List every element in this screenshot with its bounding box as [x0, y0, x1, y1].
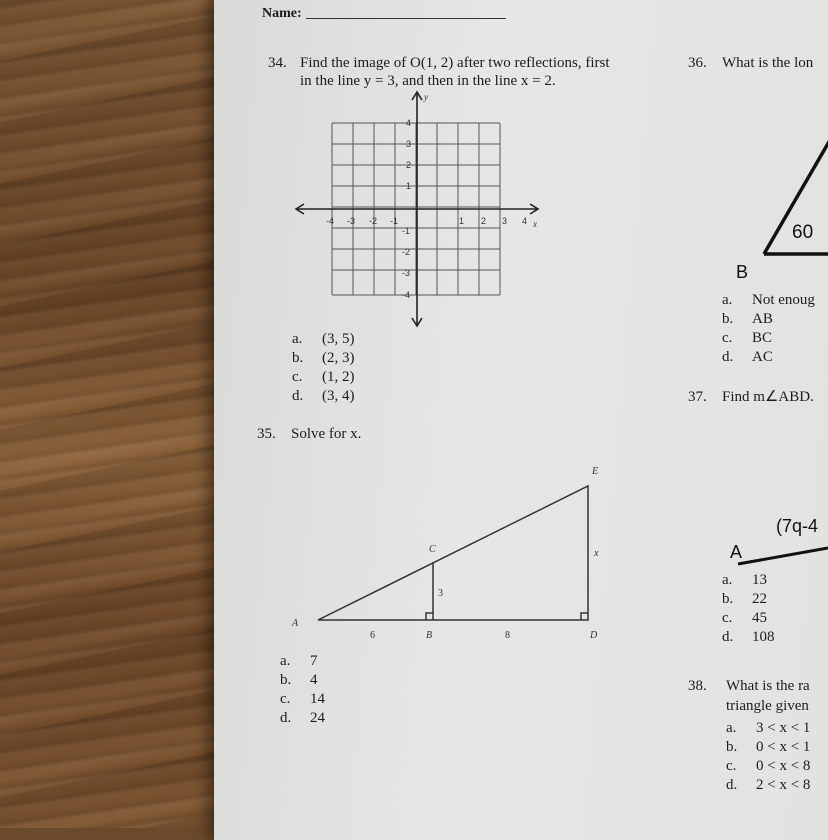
q36-choice-a[interactable]	[722, 291, 815, 310]
choice-text: AB	[752, 311, 773, 327]
x-tick-label: -4	[326, 216, 335, 226]
q37-number: 37.	[688, 389, 707, 405]
choice-text: 4	[310, 672, 318, 688]
q35-label-b: B	[426, 630, 433, 641]
choice-text: 2 < x < 8	[756, 777, 811, 793]
q38-choice-c[interactable]	[726, 757, 810, 776]
choice-text: (3, 4)	[322, 388, 355, 404]
y-tick-label: -2	[402, 247, 411, 257]
choice-letter: c.	[280, 691, 291, 707]
q35-label-cb-length: 3	[438, 588, 443, 599]
q34-text-line1: Find the image of O(1, 2) after two reflections, first	[300, 55, 610, 71]
choice-text: 13	[752, 572, 767, 588]
q35-label-e: E	[592, 466, 599, 477]
q37-choices	[722, 571, 775, 647]
choice-text: 108	[752, 629, 775, 645]
q36-angle-label: 60	[792, 222, 814, 243]
q38-choices	[726, 719, 810, 795]
q36-triangle-diagram	[750, 138, 828, 262]
choice-letter: c.	[722, 610, 733, 626]
q35-label-d: D	[590, 630, 598, 641]
q35-label-bd-length: 8	[505, 630, 510, 641]
choice-text: (2, 3)	[322, 350, 355, 366]
y-tick-label: -1	[402, 226, 411, 236]
x-tick-label: -2	[369, 216, 378, 226]
x-tick-label: 2	[481, 216, 487, 226]
q37-text: Find m∠ABD.	[722, 389, 814, 405]
choice-letter: c.	[726, 758, 737, 774]
choice-text: AC	[752, 349, 773, 365]
choice-letter: c.	[292, 369, 303, 385]
q34-coordinate-grid	[290, 88, 552, 332]
y-tick-label: -3	[402, 268, 411, 278]
q35-choices	[280, 652, 325, 728]
q37-expression: (7q-4	[776, 516, 819, 536]
q34-choice-a[interactable]	[292, 330, 355, 349]
q34-choices	[292, 330, 355, 406]
choice-text: 3 < x < 1	[756, 720, 811, 736]
choice-text: Not enoug	[752, 292, 815, 308]
q34-axis-x-label: x	[533, 219, 537, 229]
choice-text: BC	[752, 330, 773, 346]
q34-number: 34.	[268, 55, 287, 71]
q34-text-line2: in the line y = 3, and then in the line x = 2.	[300, 73, 556, 89]
q36-choices	[722, 291, 815, 367]
choice-letter: d.	[722, 629, 734, 645]
q37-choice-d[interactable]	[722, 628, 775, 647]
q36-text: What is the lon	[722, 55, 814, 71]
q38-choice-b[interactable]	[726, 738, 810, 757]
choice-letter: a.	[726, 720, 737, 736]
x-tick-label: 3	[502, 216, 508, 226]
choice-letter: b.	[722, 311, 734, 327]
q34-axis-y-label: y	[424, 92, 428, 102]
q35-triangle-diagram	[280, 458, 620, 648]
choice-text: 0 < x < 1	[756, 739, 811, 755]
q38-number: 38.	[688, 678, 707, 694]
q35-choice-b[interactable]	[280, 671, 325, 690]
q35-label-ab-length: 6	[370, 630, 375, 641]
y-tick-label: -4	[402, 290, 411, 300]
q37-angle-ray	[730, 540, 828, 568]
choice-text: 45	[752, 610, 767, 626]
wood-table-background	[0, 0, 240, 828]
choice-letter: a.	[280, 653, 291, 669]
choice-text: (3, 5)	[322, 331, 355, 347]
q38-choice-d[interactable]	[726, 776, 810, 795]
q38-text-line1: What is the ra	[726, 678, 810, 694]
q35-label-a: A	[292, 618, 299, 629]
q38-choice-a[interactable]	[726, 719, 810, 738]
choice-letter: b.	[726, 739, 738, 755]
q35-label-c: C	[429, 544, 436, 555]
choice-text: 7	[310, 653, 318, 669]
y-tick-label: 2	[406, 160, 412, 170]
choice-letter: a.	[722, 572, 733, 588]
q35-number: 35.	[257, 426, 276, 442]
q37-choice-c[interactable]	[722, 609, 775, 628]
q37-choice-a[interactable]	[722, 571, 775, 590]
q36-choice-b[interactable]	[722, 310, 815, 329]
x-tick-label: 4	[522, 216, 528, 226]
x-tick-label: -1	[390, 216, 399, 226]
choice-letter: c.	[722, 330, 733, 346]
choice-letter: d.	[726, 777, 738, 793]
q36-number: 36.	[688, 55, 707, 71]
choice-letter: d.	[280, 710, 292, 726]
choice-text: 24	[310, 710, 325, 726]
q35-choice-d[interactable]	[280, 709, 325, 728]
x-tick-label: 1	[459, 216, 465, 226]
q34-choice-c[interactable]	[292, 368, 355, 387]
name-blank-line	[306, 17, 506, 19]
q35-label-x: x	[594, 548, 599, 559]
choice-text: 0 < x < 8	[756, 758, 811, 774]
q37-choice-b[interactable]	[722, 590, 775, 609]
x-tick-label: -3	[347, 216, 356, 226]
choice-letter: a.	[722, 292, 733, 308]
q34-choice-d[interactable]	[292, 387, 355, 406]
choice-text: 14	[310, 691, 325, 707]
q35-choice-c[interactable]	[280, 690, 325, 709]
q35-choice-a[interactable]	[280, 652, 325, 671]
choice-text: 22	[752, 591, 767, 607]
choice-text: (1, 2)	[322, 369, 355, 385]
q34-choice-b[interactable]	[292, 349, 355, 368]
y-tick-label: 4	[406, 118, 412, 128]
q38-text-line2: triangle given	[726, 698, 809, 714]
q36-choice-c[interactable]	[722, 329, 815, 348]
y-tick-label: 3	[406, 139, 412, 149]
y-tick-label: 1	[406, 181, 412, 191]
name-label: Name:	[262, 6, 302, 21]
choice-letter: b.	[722, 591, 734, 607]
choice-letter: b.	[292, 350, 304, 366]
q35-text: Solve for x.	[291, 426, 362, 442]
q36-choice-d[interactable]	[722, 348, 815, 367]
q36-vertex-label: B	[736, 262, 749, 282]
choice-letter: d.	[292, 388, 304, 404]
choice-letter: b.	[280, 672, 292, 688]
q37-vertex-label: A	[730, 542, 743, 562]
choice-letter: a.	[292, 331, 303, 347]
choice-letter: d.	[722, 349, 734, 365]
